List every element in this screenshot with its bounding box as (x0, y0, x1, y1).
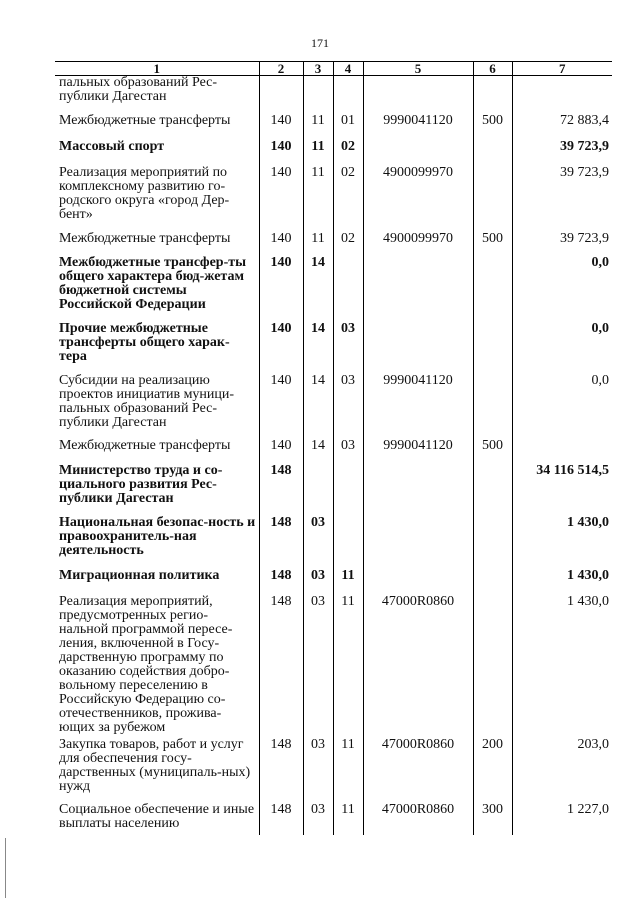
section-code (303, 464, 333, 516)
ministry-code: 140 (259, 114, 303, 140)
amount: 0,0 (512, 322, 612, 374)
column-header-3: 3 (303, 62, 333, 76)
row-name: Межбюджетные трансферты (59, 437, 231, 453)
table-row (55, 166, 612, 232)
section-code: 11 (303, 140, 333, 166)
margin-rule (5, 838, 6, 898)
target-article: 9990041120 (363, 439, 473, 464)
table-body (55, 76, 612, 835)
amount: 39 723,9 (512, 166, 612, 232)
ministry-code: 148 (259, 738, 303, 803)
expense-type (473, 569, 512, 595)
section-code: 03 (303, 595, 333, 738)
target-article (363, 256, 473, 322)
amount: 203,0 (512, 738, 612, 803)
row-name: Закупка товаров, работ и услуг для обеспечения госу-дарственных (муниципаль-ных) нужд (59, 736, 251, 794)
column-header-6: 6 (473, 62, 512, 76)
ministry-code: 140 (259, 140, 303, 166)
table-row (55, 464, 612, 516)
expense-type: 200 (473, 738, 512, 803)
amount: 39 723,9 (512, 232, 612, 256)
expense-type: 500 (473, 114, 512, 140)
amount (512, 439, 612, 464)
ministry-code: 148 (259, 595, 303, 738)
ministry-code: 148 (259, 464, 303, 516)
section-code: 14 (303, 439, 333, 464)
expense-type (473, 516, 512, 569)
ministry-code: 140 (259, 439, 303, 464)
section-code: 03 (303, 569, 333, 595)
column-header-1: 1 (55, 62, 259, 76)
section-code: 03 (303, 516, 333, 569)
expense-type (473, 374, 512, 439)
row-name: Реализация мероприятий, предусмотренных регио-нальной программой пересе-ления, включенной в Госу-дарственную программу по оказанию содействия добро-вольному переселению в Российскую Федерацию со-отечественников, прожива-ющих за рубежом (59, 593, 233, 735)
target-article (363, 569, 473, 595)
amount: 1 227,0 (512, 803, 612, 835)
expense-type (473, 256, 512, 322)
subsection-code: 02 (333, 166, 363, 232)
row-name: Реализация мероприятий по комплексному развитию го-родского округа «город Дер-бент» (59, 164, 230, 222)
row-name: Социальное обеспечение и иные выплаты населению (59, 801, 255, 831)
page-number: 171 (311, 36, 329, 50)
subsection-code: 11 (333, 569, 363, 595)
ministry-code: 148 (259, 803, 303, 835)
subsection-code (333, 464, 363, 516)
section-code: 03 (303, 738, 333, 803)
table-row (55, 256, 612, 322)
row-name: Национальная безопас-ность и правоохранитель-ная деятельность (59, 514, 256, 558)
section-code: 14 (303, 374, 333, 439)
section-code (303, 76, 333, 114)
target-article (363, 464, 473, 516)
expense-type (473, 464, 512, 516)
row-name: Миграционная политика (59, 567, 220, 583)
target-article: 4900099970 (363, 232, 473, 256)
target-article (363, 140, 473, 166)
table-row (55, 232, 612, 256)
table-row (55, 76, 612, 114)
target-article: 47000R0860 (363, 803, 473, 835)
amount (512, 76, 612, 114)
expense-type (473, 322, 512, 374)
expense-type: 500 (473, 439, 512, 464)
ministry-code: 140 (259, 232, 303, 256)
amount: 1 430,0 (512, 595, 612, 738)
row-name: Субсидии на реализацию проектов инициатив муници-пальных образований Рес-публики Дагестан (59, 372, 235, 430)
expense-type (473, 166, 512, 232)
subsection-code: 03 (333, 322, 363, 374)
target-article (363, 516, 473, 569)
expense-type (473, 76, 512, 114)
target-article: 9990041120 (363, 114, 473, 140)
section-code: 03 (303, 803, 333, 835)
table-row (55, 322, 612, 374)
column-header-5: 5 (363, 62, 473, 76)
section-code: 14 (303, 256, 333, 322)
subsection-code (333, 516, 363, 569)
expense-type: 300 (473, 803, 512, 835)
row-name: Прочие межбюджетные трансферты общего харак-тера (59, 320, 230, 364)
row-name: Межбюджетные трансферты (59, 112, 231, 128)
ministry-code: 148 (259, 516, 303, 569)
header-row (55, 62, 612, 76)
ministry-code: 140 (259, 256, 303, 322)
amount: 0,0 (512, 374, 612, 439)
target-article: 4900099970 (363, 166, 473, 232)
column-header-2: 2 (259, 62, 303, 76)
amount: 72 883,4 (512, 114, 612, 140)
subsection-code: 03 (333, 374, 363, 439)
amount: 34 116 514,5 (512, 464, 612, 516)
table-row (55, 114, 612, 140)
expense-type (473, 140, 512, 166)
expense-type: 500 (473, 232, 512, 256)
table-row (55, 516, 612, 569)
amount: 0,0 (512, 256, 612, 322)
target-article (363, 322, 473, 374)
section-code: 14 (303, 322, 333, 374)
subsection-code: 11 (333, 738, 363, 803)
subsection-code: 03 (333, 439, 363, 464)
subsection-code: 02 (333, 140, 363, 166)
section-code: 11 (303, 114, 333, 140)
row-name: Межбюджетные трансферты (59, 230, 231, 246)
ministry-code: 140 (259, 322, 303, 374)
target-article: 47000R0860 (363, 595, 473, 738)
target-article: 9990041120 (363, 374, 473, 439)
section-code: 11 (303, 232, 333, 256)
table-header (55, 62, 612, 76)
ministry-code: 140 (259, 374, 303, 439)
subsection-code (333, 76, 363, 114)
row-name: Массовый спорт (59, 138, 165, 154)
table-row (55, 439, 612, 464)
amount: 1 430,0 (512, 516, 612, 569)
subsection-code: 11 (333, 803, 363, 835)
subsection-code: 11 (333, 595, 363, 738)
column-header-4: 4 (333, 62, 363, 76)
table-row (55, 738, 612, 803)
row-name: Министерство труда и со-циального развития Рес-публики Дагестан (59, 462, 223, 506)
table-row (55, 595, 612, 738)
amount: 1 430,0 (512, 569, 612, 595)
ministry-code: 140 (259, 166, 303, 232)
section-code: 11 (303, 166, 333, 232)
budget-table (55, 61, 612, 835)
ministry-code (259, 76, 303, 114)
amount: 39 723,9 (512, 140, 612, 166)
target-article (363, 76, 473, 114)
row-name: пальных образований Рес-публики Дагестан (59, 75, 218, 104)
table-row (55, 803, 612, 835)
row-name: Межбюджетные трансфер-ты общего характера бюд-жетам бюджетной системы Российской Федерации (59, 254, 247, 312)
table-row (55, 374, 612, 439)
table-row (55, 569, 612, 595)
table-row (55, 140, 612, 166)
subsection-code: 01 (333, 114, 363, 140)
subsection-code: 02 (333, 232, 363, 256)
target-article: 47000R0860 (363, 738, 473, 803)
expense-type (473, 595, 512, 738)
column-header-7: 7 (512, 62, 612, 76)
subsection-code (333, 256, 363, 322)
ministry-code: 148 (259, 569, 303, 595)
